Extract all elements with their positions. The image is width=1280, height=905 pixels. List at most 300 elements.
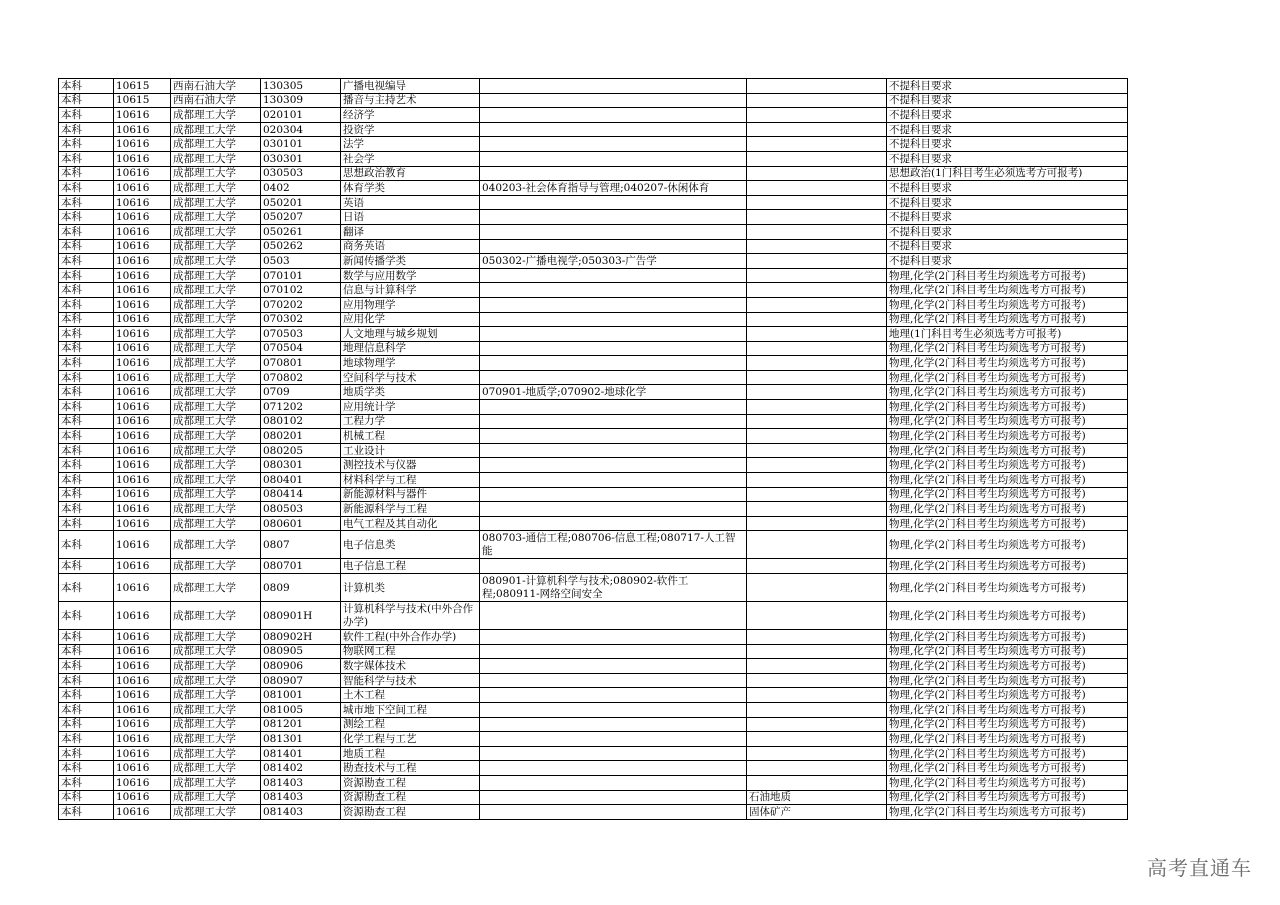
cell-major-code: 080201 xyxy=(261,429,341,444)
table-row xyxy=(59,254,1128,269)
cell-subject-requirement: 物理,化学(2门科目考生均须选考方可报考) xyxy=(887,717,1128,732)
cell-direction xyxy=(747,195,887,210)
table-row xyxy=(59,659,1128,674)
table-row xyxy=(59,761,1128,776)
cell-included-majors xyxy=(480,790,747,805)
cell-school-code: 10616 xyxy=(114,531,171,559)
cell-major-name: 软件工程(中外合作办学) xyxy=(341,630,480,645)
cell-level: 本科 xyxy=(59,166,114,181)
cell-school-code: 10616 xyxy=(114,224,171,239)
cell-school-name: 成都理工大学 xyxy=(171,224,261,239)
cell-level: 本科 xyxy=(59,108,114,123)
cell-major-code: 050262 xyxy=(261,239,341,254)
table-row xyxy=(59,644,1128,659)
cell-school-code: 10616 xyxy=(114,108,171,123)
table-row xyxy=(59,775,1128,790)
cell-included-majors xyxy=(480,746,747,761)
cell-major-code: 080102 xyxy=(261,414,341,429)
table-row xyxy=(59,385,1128,400)
cell-included-majors xyxy=(480,224,747,239)
cell-level: 本科 xyxy=(59,356,114,371)
cell-subject-requirement: 物理,化学(2门科目考生均须选考方可报考) xyxy=(887,531,1128,559)
cell-included-majors xyxy=(480,268,747,283)
table-row xyxy=(59,297,1128,312)
cell-level: 本科 xyxy=(59,151,114,166)
cell-direction xyxy=(747,659,887,674)
table-row xyxy=(59,458,1128,473)
cell-level: 本科 xyxy=(59,775,114,790)
cell-school-name: 成都理工大学 xyxy=(171,254,261,269)
cell-school-code: 10616 xyxy=(114,356,171,371)
cell-subject-requirement: 物理,化学(2门科目考生均须选考方可报考) xyxy=(887,502,1128,517)
cell-level: 本科 xyxy=(59,341,114,356)
cell-school-code: 10616 xyxy=(114,574,171,602)
cell-direction xyxy=(747,370,887,385)
cell-major-code: 0402 xyxy=(261,181,341,196)
cell-school-code: 10616 xyxy=(114,429,171,444)
cell-school-code: 10616 xyxy=(114,151,171,166)
cell-school-name: 成都理工大学 xyxy=(171,181,261,196)
cell-school-name: 成都理工大学 xyxy=(171,429,261,444)
cell-major-code: 130309 xyxy=(261,93,341,108)
cell-school-code: 10616 xyxy=(114,195,171,210)
table-body xyxy=(59,79,1128,820)
cell-school-code: 10616 xyxy=(114,268,171,283)
table-row xyxy=(59,702,1128,717)
cell-subject-requirement: 物理,化学(2门科目考生均须选考方可报考) xyxy=(887,746,1128,761)
cell-major-code: 0807 xyxy=(261,531,341,559)
cell-included-majors xyxy=(480,516,747,531)
table-row xyxy=(59,516,1128,531)
cell-major-name: 应用统计学 xyxy=(341,400,480,415)
cell-level: 本科 xyxy=(59,559,114,574)
cell-subject-requirement: 不提科目要求 xyxy=(887,93,1128,108)
cell-school-name: 成都理工大学 xyxy=(171,516,261,531)
cell-included-majors xyxy=(480,702,747,717)
cell-major-code: 080901H xyxy=(261,602,341,630)
cell-major-code: 070801 xyxy=(261,356,341,371)
cell-level: 本科 xyxy=(59,137,114,152)
cell-school-code: 10616 xyxy=(114,312,171,327)
table-row xyxy=(59,239,1128,254)
cell-major-name: 工程力学 xyxy=(341,414,480,429)
cell-major-code: 070202 xyxy=(261,297,341,312)
cell-major-code: 050207 xyxy=(261,210,341,225)
cell-school-name: 成都理工大学 xyxy=(171,531,261,559)
table-row xyxy=(59,559,1128,574)
cell-major-name: 体育学类 xyxy=(341,181,480,196)
cell-included-majors xyxy=(480,283,747,298)
cell-subject-requirement: 物理,化学(2门科目考生均须选考方可报考) xyxy=(887,516,1128,531)
cell-direction xyxy=(747,79,887,94)
cell-subject-requirement: 物理,化学(2门科目考生均须选考方可报考) xyxy=(887,356,1128,371)
cell-subject-requirement: 物理,化学(2门科目考生均须选考方可报考) xyxy=(887,775,1128,790)
cell-school-code: 10616 xyxy=(114,122,171,137)
table-row xyxy=(59,370,1128,385)
cell-school-code: 10616 xyxy=(114,210,171,225)
cell-subject-requirement: 物理,化学(2门科目考生均须选考方可报考) xyxy=(887,673,1128,688)
cell-included-majors xyxy=(480,137,747,152)
table-row xyxy=(59,151,1128,166)
cell-level: 本科 xyxy=(59,602,114,630)
cell-major-name: 地质学类 xyxy=(341,385,480,400)
cell-school-code: 10616 xyxy=(114,688,171,703)
cell-level: 本科 xyxy=(59,644,114,659)
table-row xyxy=(59,673,1128,688)
cell-school-code: 10616 xyxy=(114,746,171,761)
cell-subject-requirement: 思想政治(1门科目考生必须选考方可报考) xyxy=(887,166,1128,181)
cell-included-majors xyxy=(480,559,747,574)
cell-major-code: 080905 xyxy=(261,644,341,659)
cell-included-majors xyxy=(480,312,747,327)
cell-included-majors xyxy=(480,644,747,659)
cell-school-name: 成都理工大学 xyxy=(171,502,261,517)
cell-level: 本科 xyxy=(59,210,114,225)
cell-major-name: 应用物理学 xyxy=(341,297,480,312)
cell-major-code: 070102 xyxy=(261,283,341,298)
cell-level: 本科 xyxy=(59,717,114,732)
cell-major-name: 测控技术与仪器 xyxy=(341,458,480,473)
cell-included-majors: 080901-计算机科学与技术;080902-软件工程;080911-网络空间安全 xyxy=(480,574,747,602)
cell-level: 本科 xyxy=(59,254,114,269)
cell-direction xyxy=(747,239,887,254)
cell-school-name: 成都理工大学 xyxy=(171,385,261,400)
cell-included-majors: 080703-通信工程;080706-信息工程;080717-人工智能 xyxy=(480,531,747,559)
cell-included-majors xyxy=(480,502,747,517)
cell-school-code: 10616 xyxy=(114,254,171,269)
cell-direction xyxy=(747,400,887,415)
table-row xyxy=(59,574,1128,602)
cell-school-code: 10616 xyxy=(114,327,171,342)
cell-level: 本科 xyxy=(59,283,114,298)
cell-major-name: 地理信息科学 xyxy=(341,341,480,356)
cell-school-code: 10616 xyxy=(114,370,171,385)
cell-school-name: 成都理工大学 xyxy=(171,659,261,674)
cell-level: 本科 xyxy=(59,327,114,342)
cell-direction xyxy=(747,108,887,123)
cell-subject-requirement: 不提科目要求 xyxy=(887,195,1128,210)
cell-school-name: 成都理工大学 xyxy=(171,312,261,327)
cell-subject-requirement: 物理,化学(2门科目考生均须选考方可报考) xyxy=(887,688,1128,703)
cell-included-majors xyxy=(480,414,747,429)
cell-direction xyxy=(747,458,887,473)
cell-subject-requirement: 物理,化学(2门科目考生均须选考方可报考) xyxy=(887,268,1128,283)
cell-subject-requirement: 不提科目要求 xyxy=(887,254,1128,269)
cell-major-name: 地球物理学 xyxy=(341,356,480,371)
table-row xyxy=(59,137,1128,152)
cell-subject-requirement: 物理,化学(2门科目考生均须选考方可报考) xyxy=(887,283,1128,298)
cell-level: 本科 xyxy=(59,487,114,502)
cell-school-name: 成都理工大学 xyxy=(171,559,261,574)
cell-subject-requirement: 物理,化学(2门科目考生均须选考方可报考) xyxy=(887,458,1128,473)
cell-school-name: 成都理工大学 xyxy=(171,108,261,123)
cell-major-code: 080907 xyxy=(261,673,341,688)
cell-direction xyxy=(747,630,887,645)
cell-level: 本科 xyxy=(59,746,114,761)
cell-direction xyxy=(747,473,887,488)
cell-level: 本科 xyxy=(59,761,114,776)
cell-school-code: 10615 xyxy=(114,93,171,108)
cell-included-majors xyxy=(480,122,747,137)
cell-level: 本科 xyxy=(59,312,114,327)
cell-school-name: 成都理工大学 xyxy=(171,195,261,210)
requirements-table xyxy=(58,78,1128,820)
cell-direction xyxy=(747,429,887,444)
cell-school-code: 10616 xyxy=(114,473,171,488)
cell-major-code: 081301 xyxy=(261,732,341,747)
cell-subject-requirement: 物理,化学(2门科目考生均须选考方可报考) xyxy=(887,443,1128,458)
table-row xyxy=(59,630,1128,645)
cell-school-name: 成都理工大学 xyxy=(171,341,261,356)
cell-direction xyxy=(747,717,887,732)
cell-subject-requirement: 物理,化学(2门科目考生均须选考方可报考) xyxy=(887,473,1128,488)
cell-major-name: 新闻传播学类 xyxy=(341,254,480,269)
cell-major-code: 081403 xyxy=(261,775,341,790)
cell-school-code: 10616 xyxy=(114,790,171,805)
table-row xyxy=(59,181,1128,196)
cell-school-name: 成都理工大学 xyxy=(171,239,261,254)
cell-major-name: 城市地下空间工程 xyxy=(341,702,480,717)
cell-subject-requirement: 不提科目要求 xyxy=(887,210,1128,225)
cell-included-majors: 070901-地质学;070902-地球化学 xyxy=(480,385,747,400)
cell-level: 本科 xyxy=(59,688,114,703)
table-row xyxy=(59,356,1128,371)
cell-school-name: 成都理工大学 xyxy=(171,297,261,312)
cell-level: 本科 xyxy=(59,502,114,517)
cell-subject-requirement: 物理,化学(2门科目考生均须选考方可报考) xyxy=(887,385,1128,400)
cell-major-name: 应用化学 xyxy=(341,312,480,327)
cell-major-code: 050201 xyxy=(261,195,341,210)
cell-school-name: 成都理工大学 xyxy=(171,283,261,298)
cell-school-name: 成都理工大学 xyxy=(171,400,261,415)
cell-subject-requirement: 不提科目要求 xyxy=(887,137,1128,152)
cell-major-name: 英语 xyxy=(341,195,480,210)
cell-school-name: 成都理工大学 xyxy=(171,458,261,473)
cell-included-majors xyxy=(480,370,747,385)
cell-included-majors: 040203-社会体育指导与管理;040207-休闲体育 xyxy=(480,181,747,196)
cell-included-majors xyxy=(480,487,747,502)
cell-major-name: 翻译 xyxy=(341,224,480,239)
cell-subject-requirement: 物理,化学(2门科目考生均须选考方可报考) xyxy=(887,644,1128,659)
cell-major-code: 080601 xyxy=(261,516,341,531)
cell-subject-requirement: 物理,化学(2门科目考生均须选考方可报考) xyxy=(887,429,1128,444)
cell-level: 本科 xyxy=(59,702,114,717)
cell-school-code: 10616 xyxy=(114,805,171,820)
cell-direction xyxy=(747,559,887,574)
cell-subject-requirement: 物理,化学(2门科目考生均须选考方可报考) xyxy=(887,414,1128,429)
cell-major-name: 数字媒体技术 xyxy=(341,659,480,674)
cell-school-code: 10616 xyxy=(114,458,171,473)
cell-subject-requirement: 物理,化学(2门科目考生均须选考方可报考) xyxy=(887,370,1128,385)
cell-subject-requirement: 物理,化学(2门科目考生均须选考方可报考) xyxy=(887,602,1128,630)
cell-direction xyxy=(747,732,887,747)
cell-direction xyxy=(747,414,887,429)
cell-level: 本科 xyxy=(59,297,114,312)
table-row xyxy=(59,688,1128,703)
cell-school-name: 成都理工大学 xyxy=(171,327,261,342)
cell-subject-requirement: 物理,化学(2门科目考生均须选考方可报考) xyxy=(887,805,1128,820)
cell-level: 本科 xyxy=(59,224,114,239)
cell-major-code: 081403 xyxy=(261,790,341,805)
cell-level: 本科 xyxy=(59,630,114,645)
cell-included-majors xyxy=(480,775,747,790)
cell-school-code: 10616 xyxy=(114,732,171,747)
cell-major-name: 法学 xyxy=(341,137,480,152)
cell-major-code: 081001 xyxy=(261,688,341,703)
cell-major-code: 070504 xyxy=(261,341,341,356)
cell-major-code: 080401 xyxy=(261,473,341,488)
cell-major-name: 数学与应用数学 xyxy=(341,268,480,283)
cell-direction xyxy=(747,297,887,312)
cell-school-code: 10616 xyxy=(114,673,171,688)
cell-level: 本科 xyxy=(59,790,114,805)
cell-school-name: 西南石油大学 xyxy=(171,79,261,94)
cell-level: 本科 xyxy=(59,443,114,458)
cell-direction xyxy=(747,644,887,659)
cell-school-code: 10616 xyxy=(114,644,171,659)
cell-major-code: 030301 xyxy=(261,151,341,166)
cell-school-code: 10616 xyxy=(114,659,171,674)
cell-school-code: 10616 xyxy=(114,414,171,429)
cell-school-code: 10616 xyxy=(114,516,171,531)
cell-school-code: 10616 xyxy=(114,761,171,776)
cell-subject-requirement: 地理(1门科目考生必须选考方可报考) xyxy=(887,327,1128,342)
cell-level: 本科 xyxy=(59,673,114,688)
cell-major-code: 081201 xyxy=(261,717,341,732)
cell-direction xyxy=(747,761,887,776)
cell-level: 本科 xyxy=(59,414,114,429)
cell-included-majors xyxy=(480,458,747,473)
table-row xyxy=(59,195,1128,210)
cell-subject-requirement: 物理,化学(2门科目考生均须选考方可报考) xyxy=(887,559,1128,574)
cell-major-name: 电子信息类 xyxy=(341,531,480,559)
cell-level: 本科 xyxy=(59,93,114,108)
cell-major-code: 081401 xyxy=(261,746,341,761)
cell-included-majors xyxy=(480,717,747,732)
cell-level: 本科 xyxy=(59,429,114,444)
cell-major-name: 化学工程与工艺 xyxy=(341,732,480,747)
cell-direction xyxy=(747,746,887,761)
cell-major-code: 130305 xyxy=(261,79,341,94)
cell-direction xyxy=(747,137,887,152)
cell-major-name: 材料科学与工程 xyxy=(341,473,480,488)
cell-school-name: 成都理工大学 xyxy=(171,151,261,166)
cell-school-name: 成都理工大学 xyxy=(171,702,261,717)
table-row xyxy=(59,93,1128,108)
cell-direction xyxy=(747,502,887,517)
cell-school-name: 成都理工大学 xyxy=(171,717,261,732)
cell-included-majors: 050302-广播电视学;050303-广告学 xyxy=(480,254,747,269)
cell-direction xyxy=(747,487,887,502)
cell-school-code: 10616 xyxy=(114,443,171,458)
table-row xyxy=(59,268,1128,283)
cell-subject-requirement: 物理,化学(2门科目考生均须选考方可报考) xyxy=(887,312,1128,327)
cell-level: 本科 xyxy=(59,574,114,602)
cell-major-name: 测绘工程 xyxy=(341,717,480,732)
table-row xyxy=(59,443,1128,458)
table-row xyxy=(59,790,1128,805)
cell-major-code: 020304 xyxy=(261,122,341,137)
cell-subject-requirement: 物理,化学(2门科目考生均须选考方可报考) xyxy=(887,400,1128,415)
cell-direction xyxy=(747,254,887,269)
watermark-text: 高考直通车 xyxy=(1147,856,1252,880)
cell-school-code: 10616 xyxy=(114,602,171,630)
cell-level: 本科 xyxy=(59,79,114,94)
table-row xyxy=(59,166,1128,181)
cell-school-code: 10616 xyxy=(114,487,171,502)
cell-included-majors xyxy=(480,630,747,645)
table-row xyxy=(59,732,1128,747)
cell-school-code: 10616 xyxy=(114,775,171,790)
table-row xyxy=(59,224,1128,239)
cell-direction xyxy=(747,122,887,137)
cell-included-majors xyxy=(480,93,747,108)
cell-direction xyxy=(747,688,887,703)
table-row xyxy=(59,429,1128,444)
cell-major-name: 物联网工程 xyxy=(341,644,480,659)
cell-major-name: 思想政治教育 xyxy=(341,166,480,181)
cell-major-code: 070302 xyxy=(261,312,341,327)
cell-level: 本科 xyxy=(59,659,114,674)
cell-included-majors xyxy=(480,341,747,356)
cell-included-majors xyxy=(480,210,747,225)
cell-major-code: 081403 xyxy=(261,805,341,820)
cell-included-majors xyxy=(480,166,747,181)
table-row xyxy=(59,108,1128,123)
cell-school-name: 成都理工大学 xyxy=(171,574,261,602)
cell-direction xyxy=(747,702,887,717)
cell-major-code: 080902H xyxy=(261,630,341,645)
cell-major-code: 0809 xyxy=(261,574,341,602)
cell-school-name: 成都理工大学 xyxy=(171,602,261,630)
cell-major-name: 新能源材料与器件 xyxy=(341,487,480,502)
cell-major-name: 资源勘查工程 xyxy=(341,775,480,790)
cell-major-name: 计算机科学与技术(中外合作办学) xyxy=(341,602,480,630)
cell-school-name: 西南石油大学 xyxy=(171,93,261,108)
cell-school-name: 成都理工大学 xyxy=(171,688,261,703)
cell-major-code: 081402 xyxy=(261,761,341,776)
cell-major-code: 0503 xyxy=(261,254,341,269)
cell-major-code: 080701 xyxy=(261,559,341,574)
cell-major-code: 0709 xyxy=(261,385,341,400)
table-row xyxy=(59,805,1128,820)
cell-subject-requirement: 不提科目要求 xyxy=(887,79,1128,94)
cell-major-code: 080205 xyxy=(261,443,341,458)
cell-school-name: 成都理工大学 xyxy=(171,210,261,225)
cell-level: 本科 xyxy=(59,732,114,747)
cell-level: 本科 xyxy=(59,516,114,531)
cell-included-majors xyxy=(480,673,747,688)
cell-level: 本科 xyxy=(59,370,114,385)
table-row xyxy=(59,122,1128,137)
cell-included-majors xyxy=(480,473,747,488)
cell-included-majors xyxy=(480,356,747,371)
cell-major-code: 070503 xyxy=(261,327,341,342)
cell-direction xyxy=(747,93,887,108)
cell-subject-requirement: 物理,化学(2门科目考生均须选考方可报考) xyxy=(887,790,1128,805)
cell-major-name: 电子信息工程 xyxy=(341,559,480,574)
cell-level: 本科 xyxy=(59,195,114,210)
cell-direction xyxy=(747,385,887,400)
cell-included-majors xyxy=(480,443,747,458)
cell-included-majors xyxy=(480,297,747,312)
cell-included-majors xyxy=(480,761,747,776)
cell-subject-requirement: 不提科目要求 xyxy=(887,108,1128,123)
cell-direction xyxy=(747,268,887,283)
cell-direction xyxy=(747,283,887,298)
cell-subject-requirement: 不提科目要求 xyxy=(887,239,1128,254)
cell-included-majors xyxy=(480,602,747,630)
